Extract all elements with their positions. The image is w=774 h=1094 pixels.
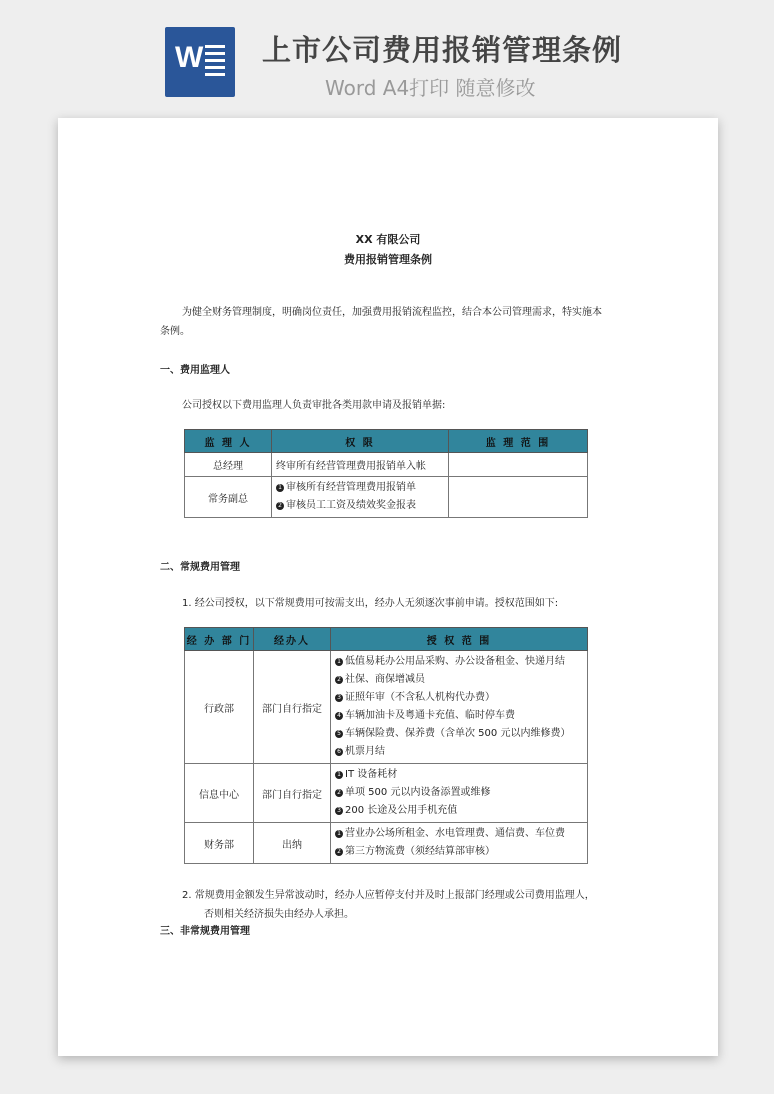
list-item: 1 IT 设备耗材 xyxy=(335,766,583,784)
table-cell: 部门自行指定 xyxy=(254,764,331,823)
table-cell: 常务副总 xyxy=(185,477,272,518)
intro-paragraph: 为健全财务管理制度，明确岗位责任，加强费用报销流程监控，结合本公司管理需求，特实施本条例。 xyxy=(160,307,602,337)
section1-text: 公司授权以下费用监理人负责审批各类用款申请及报销单据: xyxy=(182,400,446,411)
list-item: 1 审核所有经营管理费用报销单 xyxy=(276,479,444,497)
item-2-line-1: 2. 常规费用金额发生异常波动时，经办人应暂停支付并及时上报部门经理或公司费用监理人， xyxy=(182,890,595,901)
table-cell: 财务部 xyxy=(185,823,254,864)
section-heading-1: 一、费用监理人 xyxy=(160,365,230,376)
table-header: 监 理 范 围 xyxy=(449,430,588,453)
table-header: 权 限 xyxy=(272,430,449,453)
table-cell: 终审所有经营管理费用报销单入帐 xyxy=(272,453,449,477)
authorization-table xyxy=(184,627,588,864)
table-header: 经 办 部 门 xyxy=(185,628,254,651)
page-title: 上市公司费用报销管理条例 xyxy=(262,33,623,67)
table-cell: 出纳 xyxy=(254,823,331,864)
document-title: 费用报销管理条例 xyxy=(344,253,432,266)
section-heading-3: 三、非常规费用管理 xyxy=(160,926,250,937)
list-item: 2 单项 500 元以内设备添置或维修 xyxy=(335,784,583,802)
document-page xyxy=(58,118,718,1056)
supervisor-table xyxy=(184,429,588,518)
list-item: 3 200 长途及公用手机充值 xyxy=(335,802,583,820)
list-item: 4 车辆加油卡及粤通卡充值、临时停车费 xyxy=(335,707,583,725)
table-header: 监 理 人 xyxy=(185,430,272,453)
item-2-line-2: 否则相关经济损失由经办人承担。 xyxy=(204,909,354,920)
table-cell: 部门自行指定 xyxy=(254,651,331,764)
section-heading-2: 二、常规费用管理 xyxy=(160,562,240,573)
table-cell xyxy=(331,823,588,864)
table-cell: 行政部 xyxy=(185,651,254,764)
table-cell xyxy=(449,453,588,477)
table-cell: 总经理 xyxy=(185,453,272,477)
item-1: 1. 经公司授权，以下常规费用可按需支出，经办人无须逐次事前申请。授权范围如下: xyxy=(182,598,559,609)
list-item: 3 证照年审（不含私人机构代办费） xyxy=(335,689,583,707)
table-header: 授 权 范 围 xyxy=(331,628,588,651)
table-cell xyxy=(449,477,588,518)
list-item: 5 车辆保险费、保养费（含单次 500 元以内维修费） xyxy=(335,725,583,743)
table-cell xyxy=(272,477,449,518)
list-item: 1 低值易耗办公用品采购、办公设备租金、快递月结 xyxy=(335,653,583,671)
table-cell: 信息中心 xyxy=(185,764,254,823)
list-item: 6 机票月结 xyxy=(335,743,583,761)
list-item: 2 第三方物流费（须经结算部审核） xyxy=(335,843,583,861)
company-name: XX 有限公司 xyxy=(355,233,421,246)
table-header: 经办人 xyxy=(254,628,331,651)
table-cell xyxy=(331,764,588,823)
list-item: 2 审核员工工资及绩效奖金报表 xyxy=(276,497,444,515)
header xyxy=(0,0,774,118)
page-subtitle: Word A4打印 随意修改 xyxy=(325,76,536,100)
table-cell xyxy=(331,651,588,764)
word-icon: W xyxy=(165,27,235,97)
list-item: 1 营业办公场所租金、水电管理费、通信费、车位费 xyxy=(335,825,583,843)
list-item: 2 社保、商保增减员 xyxy=(335,671,583,689)
